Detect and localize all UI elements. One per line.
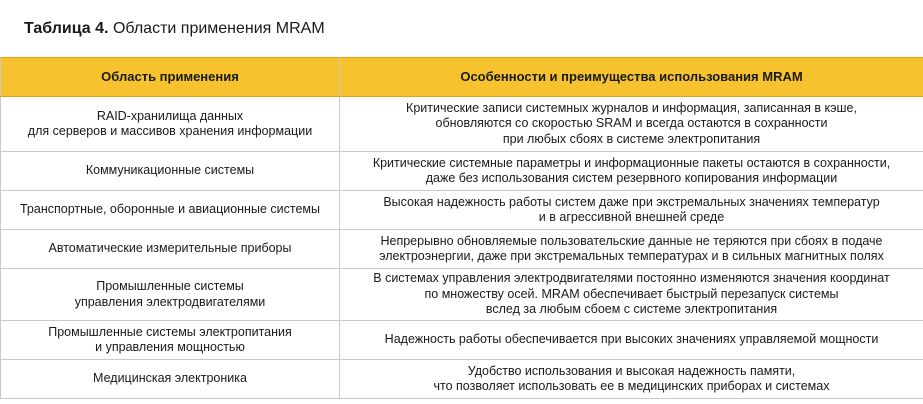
cell-area: Транспортные, оборонные и авиационные системы bbox=[1, 191, 340, 230]
table-body bbox=[1, 97, 923, 399]
cell-area: Медицинская электроника bbox=[1, 360, 340, 399]
cell-area: Промышленные системы электропитания и управления мощностью bbox=[1, 321, 340, 360]
cell-features: Критические системные параметры и информационные пакеты остаются в сохранности, даже без использования систем резервного копирования информации bbox=[340, 152, 923, 191]
mram-applications-table bbox=[0, 57, 923, 399]
column-header-features: Особенности и преимущества использования MRAM bbox=[340, 58, 923, 97]
table-row bbox=[1, 191, 923, 230]
mram-applications-table-container bbox=[0, 57, 923, 399]
cell-features: Непрерывно обновляемые пользовательские данные не теряются при сбоях в подаче электроэнергии, даже при экстремальных температурах и в сильных магнитных полях bbox=[340, 230, 923, 269]
cell-features: Высокая надежность работы систем даже при экстремальных значениях температур и в агрессивной внешней среде bbox=[340, 191, 923, 230]
cell-area: Автоматические измерительные приборы bbox=[1, 230, 340, 269]
table-row bbox=[1, 360, 923, 399]
cell-features: Критические записи системных журналов и информация, записанная в кэше, обновляются со скоростью SRAM и всегда остаются в сохранности при любых сбоях в системе электропитания bbox=[340, 97, 923, 152]
caption-label: Таблица 4. bbox=[24, 20, 109, 37]
table-caption bbox=[24, 19, 325, 39]
table-row bbox=[1, 321, 923, 360]
cell-features: Удобство использования и высокая надежность памяти, что позволяет использовать ее в медицинских приборах и системах bbox=[340, 360, 923, 399]
column-header-area: Область применения bbox=[1, 58, 340, 97]
cell-features: В системах управления электродвигателями постоянно изменяются значения координат по множеству осей. MRAM обеспечивает быстрый перезапуск системы вслед за любым сбоем с системе электропитания bbox=[340, 269, 923, 321]
cell-features: Надежность работы обеспечивается при высоких значениях управляемой мощности bbox=[340, 321, 923, 360]
caption-title: Области применения MRAM bbox=[112, 20, 325, 37]
cell-area: Коммуникационные системы bbox=[1, 152, 340, 191]
header-row bbox=[1, 58, 923, 97]
cell-area: RAID-хранилища данных для серверов и массивов хранения информации bbox=[1, 97, 340, 152]
table-row bbox=[1, 269, 923, 321]
table-row bbox=[1, 97, 923, 152]
table-row bbox=[1, 230, 923, 269]
cell-area: Промышленные системы управления электродвигателями bbox=[1, 269, 340, 321]
table-header bbox=[1, 58, 923, 97]
table-row bbox=[1, 152, 923, 191]
